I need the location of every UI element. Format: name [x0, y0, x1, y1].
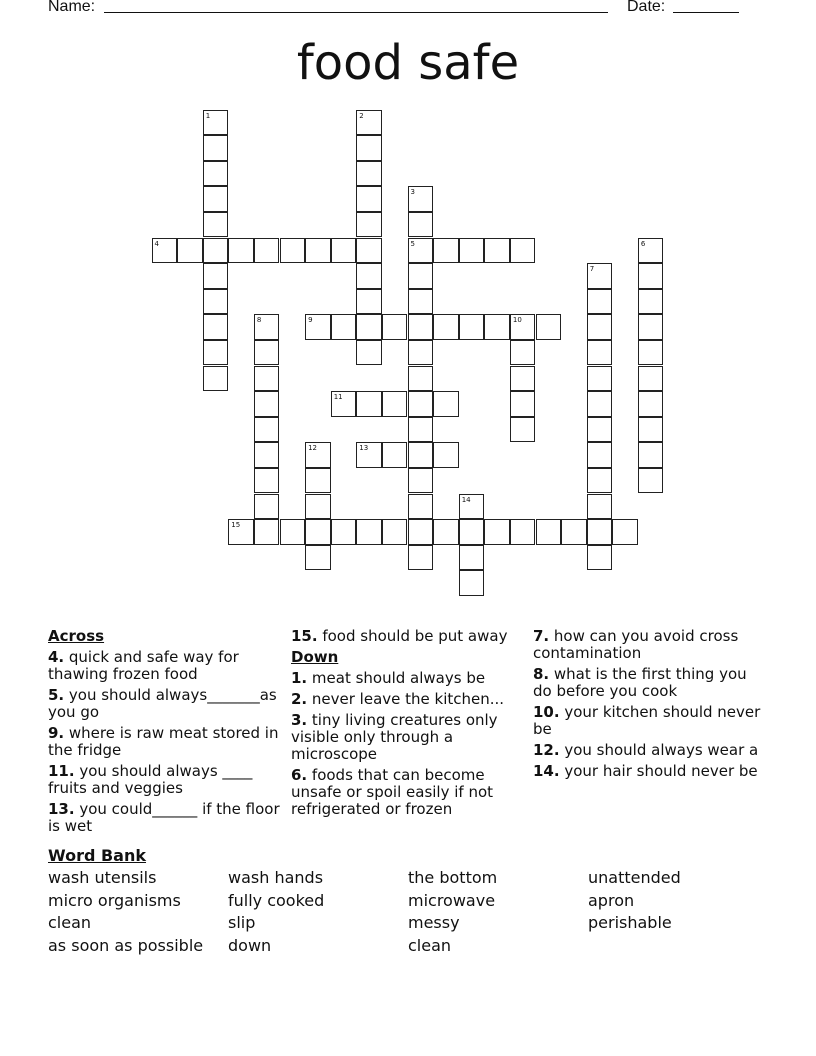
word-bank-item: unattended	[588, 868, 681, 887]
crossword-cell[interactable]	[408, 238, 434, 264]
crossword-cell[interactable]	[254, 366, 280, 392]
crossword-cell[interactable]	[433, 519, 459, 545]
crossword-cell[interactable]	[203, 263, 229, 289]
crossword-cell[interactable]	[331, 314, 357, 340]
clue-number: 11	[333, 393, 343, 402]
crossword-cell[interactable]	[459, 519, 485, 545]
clue-number: 12	[308, 444, 318, 453]
crossword-cell[interactable]	[356, 161, 382, 187]
crossword-cell[interactable]	[356, 110, 382, 136]
crossword-cell[interactable]	[203, 366, 229, 392]
crossword-cell[interactable]	[254, 442, 280, 468]
crossword-cell[interactable]	[280, 238, 306, 264]
across-clue-list	[48, 649, 280, 835]
clue-number-label: 5.	[48, 686, 65, 704]
crossword-cell[interactable]	[305, 314, 331, 340]
clue-number-label: 6.	[291, 766, 308, 784]
clues-column-1	[48, 628, 280, 839]
clue-item	[291, 712, 523, 763]
crossword-cell[interactable]	[408, 314, 434, 340]
word-bank-item: wash utensils	[48, 868, 157, 887]
clue-item	[533, 763, 765, 780]
crossword-cell[interactable]	[612, 519, 638, 545]
crossword-cell[interactable]	[484, 314, 510, 340]
crossword-cell[interactable]	[638, 238, 664, 264]
crossword-cell[interactable]	[510, 391, 536, 417]
crossword-cell[interactable]	[587, 340, 613, 366]
crossword-cell[interactable]	[228, 519, 254, 545]
crossword-cell[interactable]	[510, 340, 536, 366]
word-bank-item: clean	[408, 936, 452, 955]
crossword-cell[interactable]	[510, 519, 536, 545]
crossword-cell[interactable]	[203, 186, 229, 212]
crossword-cell[interactable]	[356, 135, 382, 161]
crossword-cell[interactable]	[587, 468, 613, 494]
crossword-cell[interactable]	[408, 340, 434, 366]
crossword-cell[interactable]	[356, 391, 382, 417]
word-bank-item: down	[228, 936, 272, 955]
crossword-cell[interactable]	[331, 238, 357, 264]
clue-number: 2	[359, 111, 364, 120]
crossword-cell[interactable]	[356, 314, 382, 340]
clue-item	[533, 742, 765, 759]
crossword-cell[interactable]	[228, 238, 254, 264]
clue-number: 3	[410, 188, 415, 197]
crossword-cell[interactable]	[203, 238, 229, 264]
date-label: Date:	[627, 0, 666, 15]
clue-text: foods that can become unsafe or spoil easily if not refrigerated or frozen	[291, 766, 494, 818]
down-clue-list-continued	[533, 628, 765, 780]
clue-item	[291, 628, 523, 645]
page-title: food safe	[296, 35, 520, 91]
crossword-cell[interactable]	[203, 161, 229, 187]
clue-item	[533, 666, 765, 700]
clue-item	[48, 801, 280, 835]
crossword-cell[interactable]	[356, 263, 382, 289]
crossword-cell[interactable]	[408, 212, 434, 238]
crossword-cell[interactable]	[305, 545, 331, 571]
crossword-cell[interactable]	[510, 314, 536, 340]
word-bank-item: clean	[48, 913, 92, 932]
crossword-cell[interactable]	[254, 417, 280, 443]
clue-number: 1	[205, 111, 211, 120]
crossword-cell[interactable]	[459, 545, 485, 571]
crossword-cell[interactable]	[484, 519, 510, 545]
crossword-cell[interactable]	[203, 314, 229, 340]
crossword-cell[interactable]	[382, 391, 408, 417]
crossword-cell[interactable]	[638, 391, 664, 417]
clue-text: quick and safe way for thawing frozen food	[48, 648, 239, 683]
crossword-cell[interactable]	[587, 417, 613, 443]
word-bank-item: micro organisms	[48, 891, 181, 910]
crossword-cell[interactable]	[280, 519, 306, 545]
clue-text: you could______ if the floor is wet	[48, 800, 280, 835]
word-bank-item: as soon as possible	[48, 936, 204, 955]
clue-number: 9	[308, 316, 313, 325]
clue-item	[48, 763, 280, 797]
clue-number: 15	[231, 521, 241, 530]
crossword-cell[interactable]	[305, 494, 331, 520]
clue-item	[291, 691, 523, 708]
crossword-cell[interactable]	[459, 570, 485, 596]
clue-text: food should be put away	[317, 627, 508, 645]
crossword-cell[interactable]	[152, 238, 178, 264]
clue-number-label: 10.	[533, 703, 560, 721]
crossword-cell[interactable]	[177, 238, 203, 264]
crossword-cell[interactable]	[203, 289, 229, 315]
clue-item	[291, 670, 523, 687]
crossword-cell[interactable]	[587, 494, 613, 520]
crossword-cell[interactable]	[408, 391, 434, 417]
clue-number-label: 3.	[291, 711, 308, 729]
crossword-cell[interactable]	[510, 366, 536, 392]
word-bank-item: the bottom	[408, 868, 498, 887]
name-label: Name:	[48, 0, 96, 15]
clue-number-label: 14.	[533, 762, 560, 780]
clue-text: what is the first thing you do before you cook	[533, 665, 747, 700]
crossword-cell[interactable]	[638, 366, 664, 392]
crossword-cell[interactable]	[254, 314, 280, 340]
word-bank-item: perishable	[588, 913, 672, 932]
clue-text: never leave the kitchen...	[307, 690, 505, 708]
crossword-cell[interactable]	[305, 442, 331, 468]
crossword-cell[interactable]	[356, 519, 382, 545]
across-clue-list-continued	[291, 628, 523, 645]
clue-item	[48, 687, 280, 721]
crossword-cell[interactable]	[203, 135, 229, 161]
clue-number-label: 13.	[48, 800, 75, 818]
clue-text: where is raw meat stored in the fridge	[48, 724, 279, 759]
clue-number: 13	[359, 444, 369, 453]
clue-item	[48, 725, 280, 759]
crossword-cell[interactable]	[305, 519, 331, 545]
crossword-cell[interactable]	[638, 263, 664, 289]
crossword-cell[interactable]	[382, 519, 408, 545]
crossword-cell[interactable]	[408, 417, 434, 443]
crossword-cell[interactable]	[408, 442, 434, 468]
crossword-cell[interactable]	[356, 289, 382, 315]
crossword-cell[interactable]	[254, 391, 280, 417]
clue-item	[533, 704, 765, 738]
word-bank-item: wash hands	[228, 868, 324, 887]
crossword-cell[interactable]	[587, 314, 613, 340]
crossword-cell[interactable]	[433, 442, 459, 468]
crossword-cell[interactable]	[587, 442, 613, 468]
crossword-cell[interactable]	[587, 519, 613, 545]
crossword-cell[interactable]	[459, 238, 485, 264]
crossword-cell[interactable]	[638, 417, 664, 443]
clue-text: meat should always be	[307, 669, 486, 687]
crossword-cell[interactable]	[587, 263, 613, 289]
crossword-cell[interactable]	[536, 314, 562, 340]
crossword-cell[interactable]	[484, 238, 510, 264]
crossword-cell[interactable]	[408, 263, 434, 289]
clue-text: your kitchen should never be	[533, 703, 761, 738]
crossword-cell[interactable]	[408, 289, 434, 315]
clue-number: 14	[461, 495, 471, 504]
clue-number-label: 8.	[533, 665, 550, 683]
clue-text: your hair should never be	[559, 762, 758, 780]
crossword-cell[interactable]	[459, 494, 485, 520]
down-clue-list	[291, 670, 523, 818]
crossword-cell[interactable]	[638, 442, 664, 468]
crossword-cell[interactable]	[254, 340, 280, 366]
clue-text: how can you avoid cross contamination	[533, 627, 739, 662]
word-bank-item: apron	[588, 891, 635, 910]
crossword-cell[interactable]	[638, 468, 664, 494]
word-bank-item: microwave	[408, 891, 496, 910]
crossword-cell[interactable]	[408, 519, 434, 545]
clue-text: tiny living creatures only visible only through a microscope	[291, 711, 498, 763]
crossword-cell[interactable]	[408, 545, 434, 571]
clue-number: 5	[410, 239, 415, 248]
clue-item	[291, 767, 523, 818]
clue-number: 7	[589, 265, 595, 274]
crossword-cell[interactable]	[203, 340, 229, 366]
clue-number: 4	[154, 239, 159, 248]
clue-number: 6	[640, 239, 646, 248]
crossword-cell[interactable]	[356, 212, 382, 238]
crossword-cell[interactable]	[254, 468, 280, 494]
crossword-cell[interactable]	[638, 289, 664, 315]
clue-number-label: 11.	[48, 762, 75, 780]
crossword-cell[interactable]	[587, 545, 613, 571]
crossword-cell[interactable]	[587, 289, 613, 315]
crossword-cell[interactable]	[382, 442, 408, 468]
crossword-cell[interactable]	[356, 186, 382, 212]
clue-number-label: 15.	[291, 627, 318, 645]
crossword-cell[interactable]	[254, 238, 280, 264]
crossword-cell[interactable]	[203, 212, 229, 238]
crossword-cell[interactable]	[408, 494, 434, 520]
clue-text: you should always ____ fruits and veggies	[48, 762, 253, 797]
clue-item	[48, 649, 280, 683]
crossword-cell[interactable]	[356, 340, 382, 366]
crossword-cell[interactable]	[408, 366, 434, 392]
clue-number-label: 2.	[291, 690, 308, 708]
crossword-cell[interactable]	[433, 238, 459, 264]
crossword-cell[interactable]	[433, 314, 459, 340]
crossword-cell[interactable]	[459, 314, 485, 340]
crossword-cell[interactable]	[203, 110, 229, 136]
crossword-cell[interactable]	[382, 314, 408, 340]
crossword-cell[interactable]	[536, 519, 562, 545]
clue-number-label: 12.	[533, 741, 560, 759]
clue-number: 10	[512, 316, 522, 325]
down-heading: Down	[291, 648, 339, 666]
clue-item	[533, 628, 765, 662]
clue-number-label: 4.	[48, 648, 65, 666]
word-bank-item: messy	[408, 913, 460, 932]
clues-column-3	[533, 628, 765, 784]
crossword-cell[interactable]	[561, 519, 587, 545]
clue-number-label: 1.	[291, 669, 308, 687]
crossword-cell[interactable]	[408, 468, 434, 494]
clues-column-2	[291, 628, 523, 822]
crossword-cell[interactable]	[331, 391, 357, 417]
clue-number-label: 7.	[533, 627, 550, 645]
crossword-cell[interactable]	[433, 391, 459, 417]
crossword-cell[interactable]	[510, 417, 536, 443]
word-bank-item: fully cooked	[228, 891, 325, 910]
crossword-cell[interactable]	[638, 340, 664, 366]
crossword-cell[interactable]	[587, 391, 613, 417]
crossword-cell[interactable]	[254, 494, 280, 520]
crossword-cell[interactable]	[254, 519, 280, 545]
word-bank-item: slip	[228, 913, 256, 932]
across-heading: Across	[48, 627, 105, 645]
clue-text: you should always wear a	[559, 741, 759, 759]
crossword-cell[interactable]	[638, 314, 664, 340]
clue-text: you should always_______as you go	[48, 686, 277, 721]
crossword-cell[interactable]	[356, 238, 382, 264]
crossword-cell[interactable]	[305, 238, 331, 264]
crossword-cell[interactable]	[356, 442, 382, 468]
clue-number: 8	[256, 316, 262, 325]
crossword-cell[interactable]	[331, 519, 357, 545]
clue-number-label: 9.	[48, 724, 65, 742]
word-bank-heading: Word Bank	[48, 846, 147, 865]
crossword-cell[interactable]	[408, 186, 434, 212]
crossword-cell[interactable]	[510, 238, 536, 264]
crossword-cell[interactable]	[305, 468, 331, 494]
crossword-cell[interactable]	[587, 366, 613, 392]
